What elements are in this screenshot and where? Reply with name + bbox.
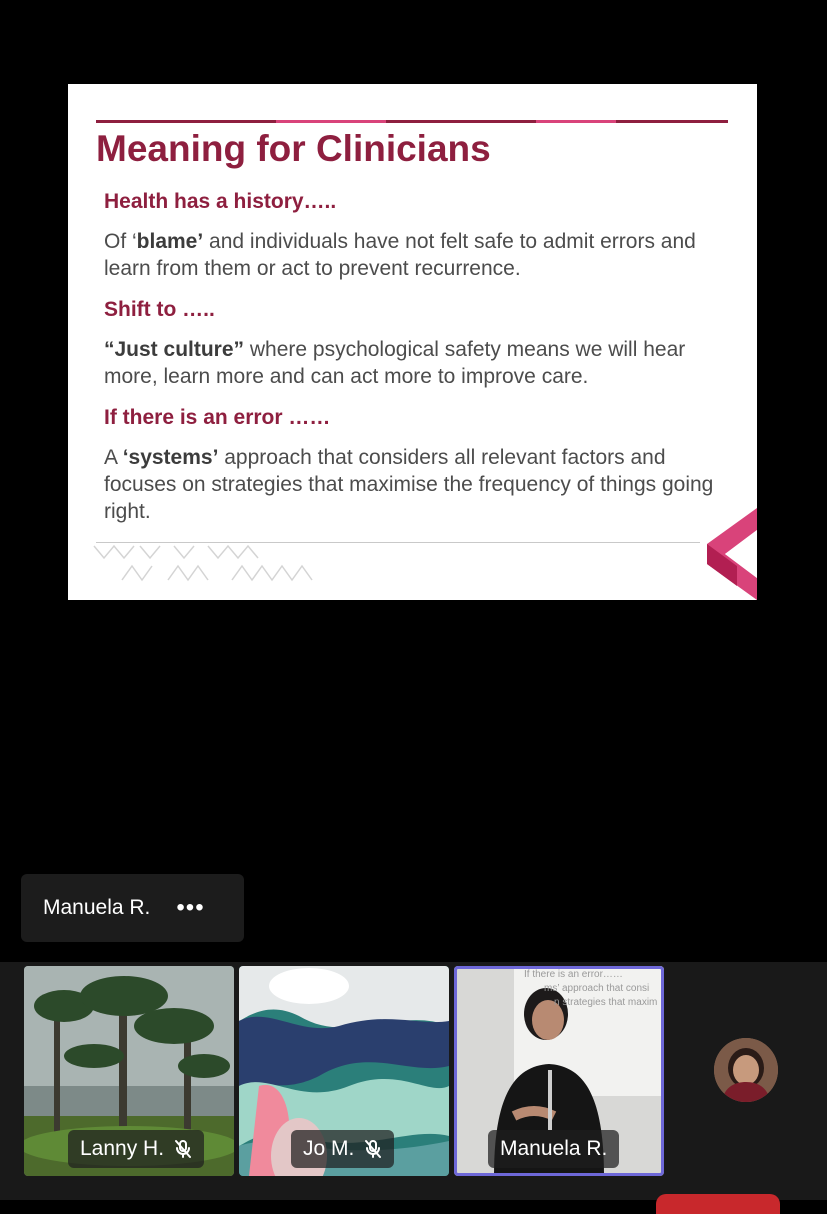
participant-name-pill [68, 1130, 204, 1168]
participant-tile-lanny[interactable] [24, 966, 234, 1176]
mic-muted-icon [364, 1139, 382, 1159]
participant-name: Manuela R. [500, 1137, 608, 1160]
slide-body [104, 190, 734, 541]
slide-title: Meaning for Clinicians [96, 128, 491, 169]
participant-name-pill [291, 1130, 394, 1168]
speaker-name-tag [21, 874, 244, 942]
presenter-slide-reflection: If there is an error…… ms’ approach that consi n strategies that maxim [524, 969, 658, 1008]
slide-brand-logo [707, 508, 757, 600]
leave-button[interactable] [656, 1194, 780, 1214]
slide-top-rule [96, 120, 728, 123]
participant-name: Jo M. [303, 1137, 355, 1160]
slide-paragraph-shift: “Just culture” where psychological safety means we will hear more, learn more and can act more to improve care. [104, 338, 686, 388]
ellipsis-icon[interactable]: ••• [176, 894, 205, 921]
shared-slide [68, 84, 757, 600]
slide-paragraph-error: A ‘systems’ approach that considers all relevant factors and focuses on strategies that maximise the frequency of things going right. [104, 446, 714, 523]
participant-tile-manuela[interactable] [454, 966, 664, 1176]
participant-name-pill [488, 1130, 619, 1168]
slide-paragraph-history: Of ‘blame’ and individuals have not felt safe to admit errors and learn from them or act to prevent recurrence. [104, 230, 696, 280]
participant-name: Lanny H. [80, 1137, 165, 1160]
mic-muted-icon [174, 1139, 192, 1159]
slide-heading-error: If there is an error …… [104, 406, 331, 429]
self-avatar[interactable] [714, 1038, 778, 1102]
slide-heading-history: Health has a history….. [104, 190, 337, 213]
speaker-name: Manuela R. [43, 896, 151, 919]
participant-filmstrip [0, 962, 827, 1200]
participant-tile-jo[interactable] [239, 966, 449, 1176]
slide-heading-shift: Shift to ….. [104, 298, 215, 321]
slide-decorative-pattern [92, 542, 392, 586]
